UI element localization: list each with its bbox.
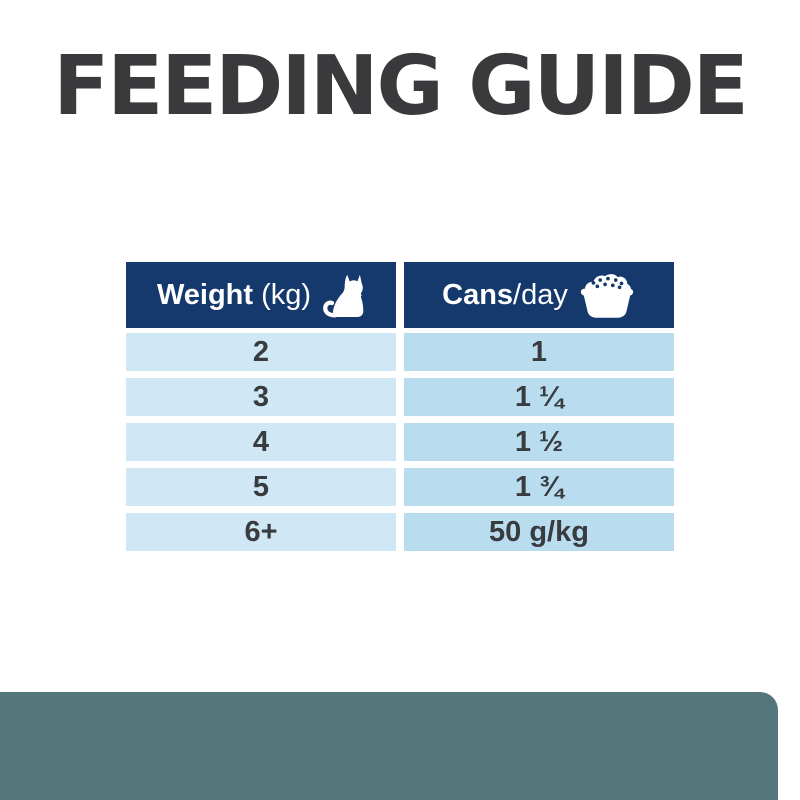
weight-header-label (156, 278, 312, 311)
cans-cell: 1 (404, 333, 674, 371)
weight-cell: 6+ (126, 513, 396, 551)
weight-column-cells (126, 333, 396, 551)
cans-cell: 1 ¾ (404, 468, 674, 506)
cans-cell: 50 g/kg (404, 513, 674, 551)
weight-cell: 5 (126, 468, 396, 506)
weight-cell: 3 (126, 378, 396, 416)
weight-cell: 2 (126, 333, 396, 371)
cans-cell: 1 ¼ (404, 378, 674, 416)
cans-column (404, 262, 674, 551)
cans-cell: 1 ½ (404, 423, 674, 461)
weight-header-label-light: (kg) (253, 278, 312, 311)
weight-column (126, 262, 396, 551)
cans-column-cells (404, 333, 674, 551)
food-bowl-icon (578, 273, 636, 318)
weight-header-label-bold: Weight (156, 278, 254, 311)
weight-cell: 4 (126, 423, 396, 461)
cat-icon (321, 272, 365, 318)
weight-header (126, 262, 396, 328)
cans-header (404, 262, 674, 328)
feeding-table (126, 262, 674, 551)
cans-header-label-light: /day (513, 278, 568, 311)
cans-header-label-bold: Cans (442, 278, 514, 311)
page-title: FEEDING GUIDE (53, 39, 747, 134)
footer-teal-band (0, 692, 778, 800)
cans-header-label (442, 278, 568, 311)
